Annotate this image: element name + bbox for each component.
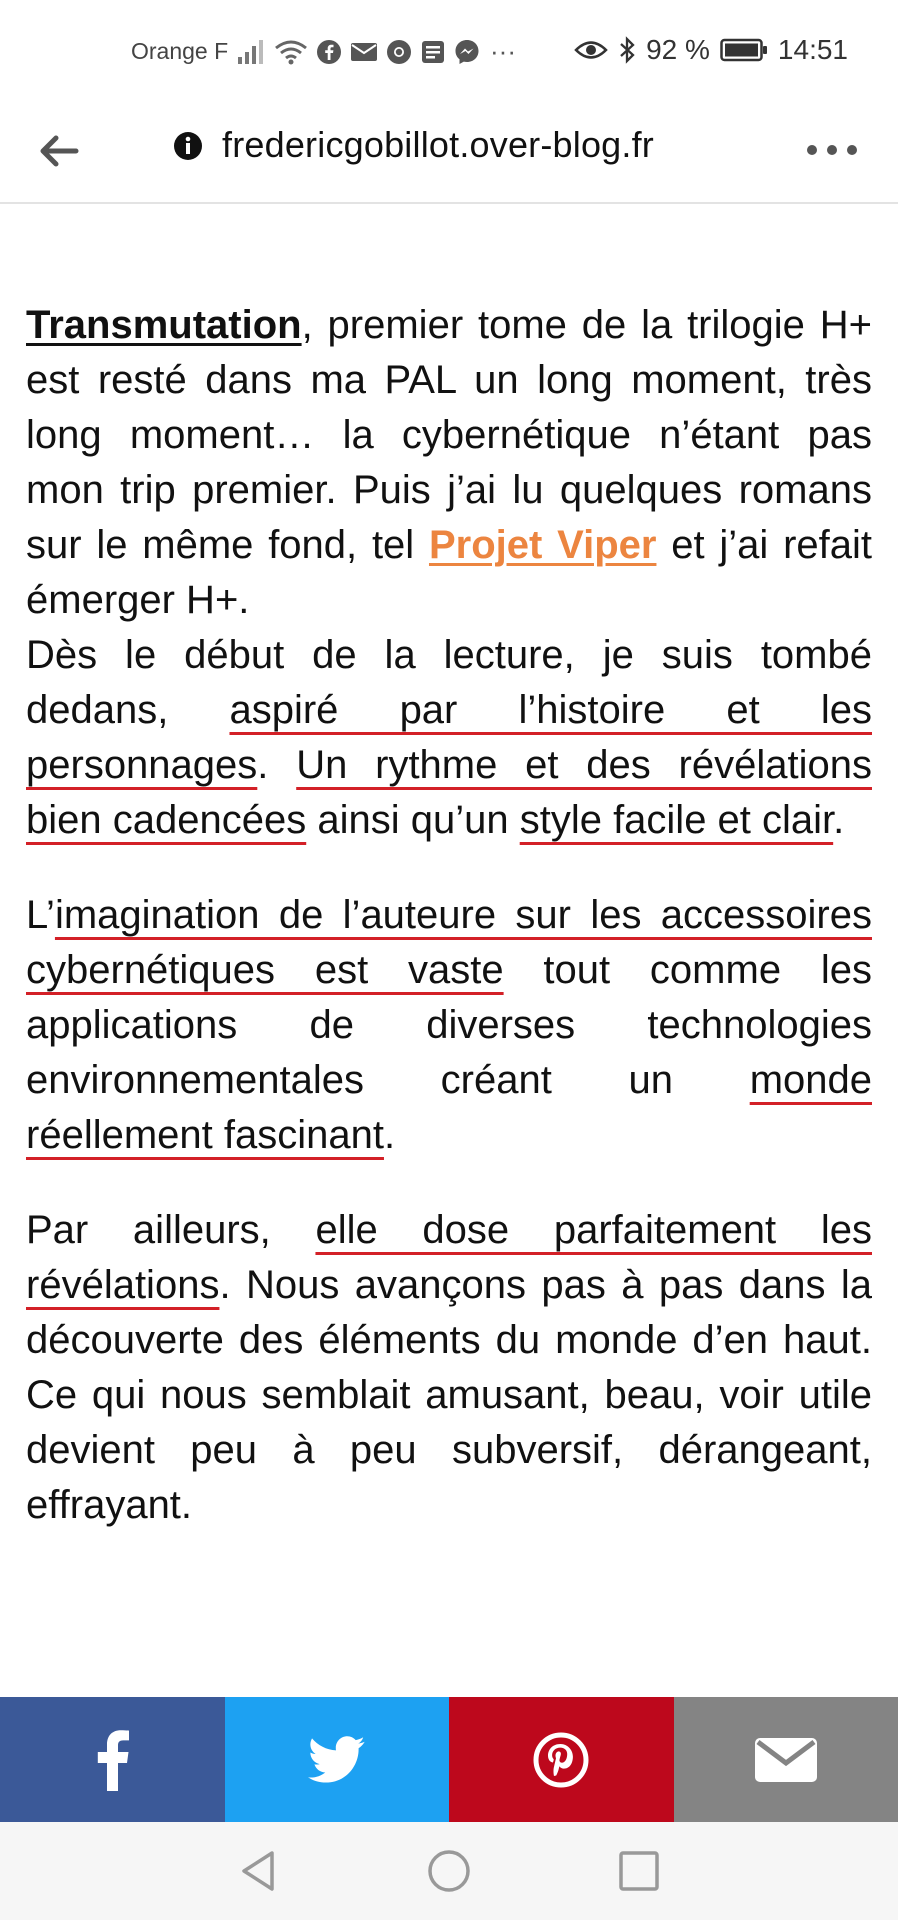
paragraph-3 (26, 1203, 872, 1533)
text-span: . (383, 1113, 396, 1157)
system-navigation-bar (0, 1822, 898, 1920)
highlighted-text: imagination de l’auteure sur les accessoires cybernétiques est vaste (26, 893, 872, 992)
paragraph-2 (26, 888, 872, 1163)
messenger-notification-icon (454, 39, 480, 65)
eye-icon (574, 39, 608, 61)
highlighted-text: elle dose parfaitement les révélations (26, 1208, 872, 1307)
url-bar (0, 100, 898, 204)
carrier-label: Orange F (131, 38, 229, 64)
mail-notification-icon (350, 41, 378, 63)
highlighted-text: style facile et clair (519, 798, 834, 842)
text-span: . (257, 743, 297, 787)
info-icon[interactable] (173, 131, 203, 161)
battery-icon (720, 38, 768, 62)
pinterest-share-button[interactable] (449, 1697, 674, 1822)
back-triangle-icon[interactable] (236, 1848, 282, 1894)
text-span: Dès le début de la lecture, je suis tombé dedans, (26, 633, 872, 732)
twitter-share-button[interactable] (225, 1697, 450, 1822)
text-span: L’ (26, 893, 55, 937)
battery-percent: 92 % (646, 34, 710, 65)
paragraph-1 (26, 298, 872, 848)
email-share-button[interactable] (674, 1697, 898, 1822)
highlighted-text: monde réellement fascinant (26, 1058, 872, 1157)
recents-square-icon[interactable] (616, 1848, 662, 1894)
highlighted-text: aspiré par l’histoire et les personnages (26, 688, 872, 787)
signal-icon (236, 39, 266, 65)
status-bar (0, 0, 898, 100)
text-span: . (833, 798, 845, 842)
text-span: . Nous avançons pas à pas dans la découverte des éléments du monde d’en haut. Ce qui nous semblait amusant, beau, voir utile devient peu à peu subversif, dérangeant, effrayant. (26, 1263, 872, 1527)
text-span: tout comme les applications de diverses technologies environnementales créant un (26, 948, 872, 1102)
wifi-icon (274, 39, 308, 65)
projet-viper-link[interactable]: Projet Viper (428, 523, 657, 567)
notification-icons (236, 36, 516, 67)
text-span: , premier tome de la trilogie H+ est resté dans ma PAL un long moment, très long moment… la cybernétique n’étant pas mon trip premier. Puis j’ai lu quelques romans sur le même fond, tel (26, 303, 872, 567)
facebook-icon (92, 1729, 132, 1791)
bluetooth-icon (618, 36, 636, 64)
facebook-notification-icon (316, 39, 342, 65)
text-span: Par ailleurs, (26, 1208, 316, 1252)
pinterest-icon (533, 1732, 589, 1788)
back-arrow-icon[interactable] (34, 126, 84, 176)
home-circle-icon[interactable] (426, 1848, 472, 1894)
more-options-icon[interactable] (802, 130, 862, 170)
transmutation-link[interactable]: Transmutation (26, 303, 302, 347)
facebook-share-button[interactable] (0, 1697, 225, 1822)
url-text[interactable]: fredericgobillot.over-blog.fr (222, 124, 654, 165)
article-body (26, 298, 872, 1573)
more-notifications-dots: ··· (490, 36, 516, 66)
news-notification-icon (420, 39, 446, 65)
highlighted-text: Un rythme et des révélations bien cadencées (26, 743, 872, 842)
share-bar (0, 1697, 898, 1822)
text-span: ainsi qu’un (306, 798, 520, 842)
chrome-notification-icon (386, 39, 412, 65)
twitter-icon (308, 1736, 366, 1784)
clock: 14:51 (777, 34, 848, 65)
text-span: et j’ai refait émerger H+. (26, 523, 873, 622)
email-icon (753, 1736, 819, 1784)
